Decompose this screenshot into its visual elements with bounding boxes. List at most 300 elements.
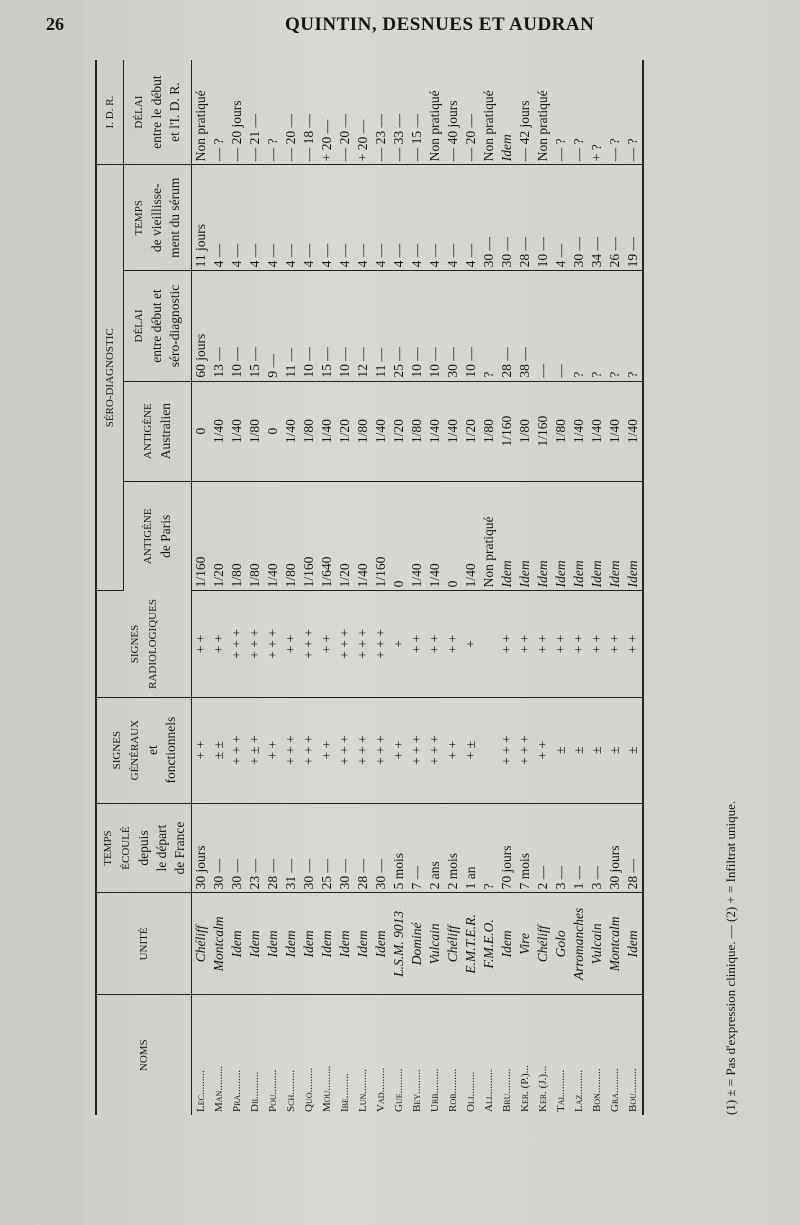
table-row xyxy=(498,60,516,1115)
antigene-australien-cell: 1/80 xyxy=(300,381,318,481)
running-head: QUINTIN, DESNUES ET AUDRAN xyxy=(285,14,595,35)
header-sr-l2: RADIOLOGIQUES xyxy=(147,599,159,689)
unite-cell: Vulcain xyxy=(588,893,606,995)
header-unite: UNITÉ xyxy=(96,893,192,995)
signes-radiologiques-cell: + + xyxy=(534,591,552,697)
vieillissement-cell: 34 — xyxy=(588,165,606,271)
signes-generaux-cell: + + + xyxy=(336,697,354,803)
delai-cell: — xyxy=(534,271,552,381)
header-sg-l2: GÉNÉRAUX xyxy=(129,719,141,781)
idr-cell: — 20 — xyxy=(336,60,354,165)
table-row xyxy=(354,60,372,1115)
antigene-paris-cell: Idem xyxy=(498,481,516,591)
delai-cell: 15 — xyxy=(246,271,264,381)
unite-cell: Chéliff xyxy=(444,893,462,995)
idr-cell: Non pratiqué xyxy=(534,60,552,165)
header-idr-l1: DÉLAI xyxy=(133,95,146,129)
delai-cell: — xyxy=(552,271,570,381)
signes-generaux-cell: + + + xyxy=(498,697,516,803)
unite-cell: Idem xyxy=(318,893,336,995)
antigene-paris-cell: 1/40 xyxy=(264,481,282,591)
noms-cell: Sch......... xyxy=(285,1070,297,1112)
antigene-paris-cell: Idem xyxy=(516,481,534,591)
header-temps-l1: TEMPS xyxy=(102,830,114,866)
header-ds-l3: séro-diagnostic xyxy=(167,284,183,368)
signes-generaux-cell: + + xyxy=(534,697,552,803)
antigene-australien-cell: 1/80 xyxy=(552,381,570,481)
header-idr-delai xyxy=(123,60,191,165)
vieillissement-cell: 4 — xyxy=(318,165,336,271)
table-row xyxy=(246,60,264,1115)
delai-cell: 11 — xyxy=(372,271,390,381)
header-agp-l1: ANTIGÈNE xyxy=(142,508,155,565)
temps-cell: 30 — xyxy=(300,803,318,893)
unite-cell: Idem xyxy=(228,893,246,995)
antigene-australien-cell: 1/160 xyxy=(534,381,552,481)
temps-cell: ? xyxy=(480,803,498,893)
temps-cell: 70 jours xyxy=(498,803,516,893)
signes-generaux-cell: ± xyxy=(588,697,606,803)
delai-cell: 60 jours xyxy=(192,271,211,381)
vieillissement-cell: 4 — xyxy=(210,165,228,271)
antigene-australien-cell: 1/20 xyxy=(336,381,354,481)
signes-generaux-cell: + + + xyxy=(426,697,444,803)
antigene-australien-cell: 1/40 xyxy=(210,381,228,481)
table-row xyxy=(480,60,498,1115)
unite-cell: Idem xyxy=(264,893,282,995)
noms-cell: Tal......... xyxy=(555,1069,567,1112)
unite-cell: L.S.M. 9013 xyxy=(390,893,408,995)
signes-generaux-cell: + + + xyxy=(516,697,534,803)
noms-cell: Bru......... xyxy=(501,1068,513,1112)
idr-cell: — ? xyxy=(624,60,643,165)
table-row xyxy=(228,60,246,1115)
vieillissement-cell: 4 — xyxy=(462,165,480,271)
unite-cell: Vire xyxy=(516,893,534,995)
antigene-paris-cell: 1/640 xyxy=(318,481,336,591)
temps-cell: 1 — xyxy=(570,803,588,893)
table-body xyxy=(192,60,644,1115)
signes-radiologiques-cell: + + + xyxy=(228,591,246,697)
antigene-paris-cell: 1/40 xyxy=(462,481,480,591)
antigene-australien-cell: 1/20 xyxy=(462,381,480,481)
antigene-australien-cell: 1/40 xyxy=(372,381,390,481)
antigene-australien-cell: 1/80 xyxy=(480,381,498,481)
table-row xyxy=(264,60,282,1115)
signes-generaux-cell: + + xyxy=(264,697,282,803)
idr-cell: — 33 — xyxy=(390,60,408,165)
noms-cell: Mou......... xyxy=(321,1065,333,1112)
header-temps-l3: depuis xyxy=(136,830,151,866)
idr-cell: + ? xyxy=(588,60,606,165)
antigene-australien-cell: 1/40 xyxy=(228,381,246,481)
antigene-australien-cell: 1/40 xyxy=(588,381,606,481)
footnote: (1) ± = Pas d'expression clinique. — (2) + = Infiltrat unique. xyxy=(723,800,738,1115)
header-agp-l2: de Paris xyxy=(158,514,174,558)
header-v-l3: ment du sérum xyxy=(167,177,183,258)
signes-radiologiques-cell: + xyxy=(390,591,408,697)
antigene-australien-cell: 1/40 xyxy=(282,381,300,481)
temps-cell: 23 — xyxy=(246,803,264,893)
antigene-australien-cell: 0 xyxy=(264,381,282,481)
antigene-australien-cell: 1/80 xyxy=(516,381,534,481)
vieillissement-cell: 19 — xyxy=(624,165,643,271)
antigene-paris-cell: 1/160 xyxy=(372,481,390,591)
noms-cell: Lun......... xyxy=(357,1068,369,1112)
temps-cell: 30 — xyxy=(228,803,246,893)
header-signes-generaux xyxy=(96,697,192,803)
header-v-l2: de vieillisse- xyxy=(149,183,165,253)
signes-radiologiques-cell: + + xyxy=(318,591,336,697)
vieillissement-cell: 4 — xyxy=(354,165,372,271)
unite-cell: Chéliff xyxy=(534,893,552,995)
signes-radiologiques-cell: + xyxy=(462,591,480,697)
header-vieillissement xyxy=(123,165,191,271)
vieillissement-cell: 4 — xyxy=(282,165,300,271)
signes-generaux-cell: ± xyxy=(606,697,624,803)
unite-cell: Vulcain xyxy=(426,893,444,995)
delai-cell: 30 — xyxy=(444,271,462,381)
signes-radiologiques-cell: + + xyxy=(282,591,300,697)
idr-cell: Idem xyxy=(498,60,516,165)
idr-cell: — 20 — xyxy=(462,60,480,165)
idr-cell: — 15 — xyxy=(408,60,426,165)
table-row xyxy=(624,60,643,1115)
noms-cell: Ker. (P.)... xyxy=(519,1065,531,1112)
table-row xyxy=(588,60,606,1115)
table-row xyxy=(336,60,354,1115)
antigene-paris-cell: 1/40 xyxy=(354,481,372,591)
page-number: 26 xyxy=(46,14,64,34)
temps-cell: 1 an xyxy=(462,803,480,893)
vieillissement-cell: 11 jours xyxy=(192,165,211,271)
header-v-l1: TEMPS xyxy=(133,200,146,236)
unite-cell: Idem xyxy=(246,893,264,995)
idr-cell: — 42 jours xyxy=(516,60,534,165)
delai-cell: 28 — xyxy=(498,271,516,381)
signes-generaux-cell: ± xyxy=(570,697,588,803)
temps-cell: 31 — xyxy=(282,803,300,893)
unite-cell: F.M.E.O. xyxy=(480,893,498,995)
temps-cell: 28 — xyxy=(624,803,643,893)
idr-cell: Non pratiqué xyxy=(480,60,498,165)
signes-radiologiques-cell: + + + xyxy=(246,591,264,697)
idr-cell: — ? xyxy=(570,60,588,165)
antigene-paris-cell: 1/40 xyxy=(408,481,426,591)
delai-cell: 13 — xyxy=(210,271,228,381)
header-aga-l2: Australien xyxy=(158,403,174,460)
delai-cell: 12 — xyxy=(354,271,372,381)
temps-cell: 25 — xyxy=(318,803,336,893)
delai-cell: 15 — xyxy=(318,271,336,381)
temps-cell: 30 — xyxy=(210,803,228,893)
signes-generaux-cell: ± xyxy=(552,697,570,803)
noms-cell: Gra......... xyxy=(609,1068,621,1112)
delai-cell: ? xyxy=(606,271,624,381)
noms-cell: Bey......... xyxy=(411,1069,423,1112)
antigene-paris-cell: Idem xyxy=(606,481,624,591)
header-antigene-paris xyxy=(123,481,191,591)
vieillissement-cell: 4 — xyxy=(264,165,282,271)
temps-cell: 7 — xyxy=(408,803,426,893)
table-row xyxy=(318,60,336,1115)
noms-cell: Urb......... xyxy=(429,1068,441,1112)
header-ds-l2: entre début et xyxy=(149,289,165,363)
delai-cell: 10 — xyxy=(336,271,354,381)
unite-cell: Idem xyxy=(498,893,516,995)
temps-cell: 7 mois xyxy=(516,803,534,893)
temps-cell: 3 — xyxy=(588,803,606,893)
header-sr-l1: SIGNES xyxy=(129,624,141,664)
unite-cell: Arromanches xyxy=(570,893,588,995)
header-temps xyxy=(96,803,192,893)
antigene-australien-cell: 1/40 xyxy=(444,381,462,481)
antigene-paris-cell: 1/160 xyxy=(192,481,211,591)
signes-generaux-cell: + ± + xyxy=(246,697,264,803)
idr-cell: — 40 jours xyxy=(444,60,462,165)
delai-cell: 9 — xyxy=(264,271,282,381)
unite-cell: Idem xyxy=(624,893,643,995)
vieillissement-cell: 30 — xyxy=(480,165,498,271)
unite-cell: Idem xyxy=(372,893,390,995)
idr-cell: — ? xyxy=(210,60,228,165)
table-row xyxy=(372,60,390,1115)
unite-cell: Idem xyxy=(282,893,300,995)
noms-cell: Quo......... xyxy=(303,1067,315,1112)
header-temps-l2: ÉCOULÉ xyxy=(120,826,132,870)
unite-cell: Dominé xyxy=(408,893,426,995)
antigene-australien-cell: 0 xyxy=(192,381,211,481)
signes-generaux-cell: ± xyxy=(624,697,643,803)
antigene-australien-cell: 1/80 xyxy=(408,381,426,481)
antigene-paris-cell: Idem xyxy=(624,481,643,591)
signes-radiologiques-cell: + + + xyxy=(300,591,318,697)
signes-radiologiques-cell: + + xyxy=(570,591,588,697)
delai-cell: 10 — xyxy=(462,271,480,381)
table-row xyxy=(426,60,444,1115)
noms-cell: Pra......... xyxy=(231,1070,243,1112)
results-table xyxy=(95,60,644,1115)
header-sg-l3: et xyxy=(145,745,160,755)
table-row xyxy=(516,60,534,1115)
noms-cell: Laz......... xyxy=(573,1069,585,1112)
signes-generaux-cell: + + + xyxy=(300,697,318,803)
table-row xyxy=(210,60,228,1115)
noms-cell: Pou......... xyxy=(267,1069,279,1112)
unite-cell: Montcalm xyxy=(210,893,228,995)
antigene-paris-cell: Idem xyxy=(588,481,606,591)
table-row xyxy=(462,60,480,1115)
signes-generaux-cell: + + xyxy=(318,697,336,803)
idr-cell: + 20 — xyxy=(318,60,336,165)
antigene-paris-cell: 1/20 xyxy=(210,481,228,591)
signes-radiologiques-cell xyxy=(480,591,498,697)
signes-radiologiques-cell: + + xyxy=(408,591,426,697)
temps-cell: 28 — xyxy=(264,803,282,893)
unite-cell: Idem xyxy=(354,893,372,995)
delai-cell: ? xyxy=(570,271,588,381)
signes-radiologiques-cell: + + + xyxy=(372,591,390,697)
antigene-paris-cell: 0 xyxy=(444,481,462,591)
header-idr-l2: entre le début xyxy=(149,75,165,149)
vieillissement-cell: 4 — xyxy=(390,165,408,271)
vieillissement-cell: 4 — xyxy=(444,165,462,271)
signes-generaux-cell: + + + xyxy=(372,697,390,803)
table-row xyxy=(282,60,300,1115)
noms-cell: Vad......... xyxy=(375,1067,387,1112)
unite-cell: Idem xyxy=(336,893,354,995)
signes-radiologiques-cell: + + + xyxy=(264,591,282,697)
temps-cell: 2 ans xyxy=(426,803,444,893)
idr-cell: Non pratiqué xyxy=(192,60,211,165)
header-sg-l1: SIGNES xyxy=(111,730,123,770)
delai-cell: ? xyxy=(624,271,643,381)
antigene-paris-cell: 1/80 xyxy=(228,481,246,591)
header-noms: NOMS xyxy=(96,995,192,1115)
signes-radiologiques-cell: + + xyxy=(588,591,606,697)
idr-cell: — 18 — xyxy=(300,60,318,165)
header-idr-l3: et l'I. D. R. xyxy=(167,82,183,142)
signes-generaux-cell: + + xyxy=(390,697,408,803)
antigene-paris-cell: Idem xyxy=(552,481,570,591)
signes-generaux-cell: + + + xyxy=(228,697,246,803)
vieillissement-cell: 28 — xyxy=(516,165,534,271)
signes-generaux-cell: + ± xyxy=(462,697,480,803)
temps-cell: 3 — xyxy=(552,803,570,893)
signes-radiologiques-cell: + + xyxy=(426,591,444,697)
vieillissement-cell: 4 — xyxy=(372,165,390,271)
table-row xyxy=(300,60,318,1115)
noms-cell: Rob......... xyxy=(447,1068,459,1112)
antigene-paris-cell: 0 xyxy=(390,481,408,591)
vieillissement-cell: 4 — xyxy=(426,165,444,271)
idr-cell: + 20 — xyxy=(354,60,372,165)
table-row xyxy=(192,60,211,1115)
vieillissement-cell: 4 — xyxy=(408,165,426,271)
noms-cell: Lec......... xyxy=(195,1070,207,1112)
vieillissement-cell: 4 — xyxy=(246,165,264,271)
delai-cell: 10 — xyxy=(300,271,318,381)
delai-cell: 25 — xyxy=(390,271,408,381)
noms-cell: Ibe......... xyxy=(339,1073,351,1112)
antigene-paris-cell: Idem xyxy=(534,481,552,591)
signes-radiologiques-cell: + + xyxy=(516,591,534,697)
table-row xyxy=(444,60,462,1115)
delai-cell: ? xyxy=(480,271,498,381)
noms-cell: Ker. (J.)... xyxy=(537,1065,549,1112)
header-temps-l5: de France xyxy=(172,821,187,875)
antigene-australien-cell: 1/80 xyxy=(354,381,372,481)
idr-cell: — 21 — xyxy=(246,60,264,165)
noms-cell: Bou......... xyxy=(624,995,643,1115)
signes-generaux-cell: + + xyxy=(192,697,211,803)
temps-cell: 2 mois xyxy=(444,803,462,893)
antigene-australien-cell: 1/40 xyxy=(318,381,336,481)
header-sero-diagnostic: SÉRO-DIAGNOSTIC xyxy=(96,165,123,591)
unite-cell: Chéliff xyxy=(192,893,211,995)
unite-cell: Montcalm xyxy=(606,893,624,995)
noms-cell: All......... xyxy=(483,1069,495,1112)
delai-cell: 38 — xyxy=(516,271,534,381)
delai-cell: 10 — xyxy=(228,271,246,381)
signes-radiologiques-cell: + + xyxy=(498,591,516,697)
header-temps-l4: le départ xyxy=(154,824,169,872)
signes-generaux-cell: + + + xyxy=(354,697,372,803)
antigene-australien-cell: 1/40 xyxy=(426,381,444,481)
signes-radiologiques-cell: + + xyxy=(192,591,211,697)
idr-cell: — 20 — xyxy=(282,60,300,165)
table-row xyxy=(570,60,588,1115)
signes-radiologiques-cell: + + xyxy=(444,591,462,697)
signes-generaux-cell: + + + xyxy=(408,697,426,803)
table-row xyxy=(534,60,552,1115)
antigene-australien-cell: 1/20 xyxy=(390,381,408,481)
antigene-australien-cell: 1/40 xyxy=(624,381,643,481)
idr-cell: — ? xyxy=(552,60,570,165)
vieillissement-cell: 4 — xyxy=(336,165,354,271)
idr-cell: — 20 jours xyxy=(228,60,246,165)
vieillissement-cell: 4 — xyxy=(300,165,318,271)
unite-cell: Golo xyxy=(552,893,570,995)
antigene-paris-cell: 1/80 xyxy=(246,481,264,591)
header-signes-radiologiques xyxy=(96,591,192,697)
header-delai-sero xyxy=(123,271,191,381)
header-sg-l4: fonctionnels xyxy=(163,716,178,784)
signes-generaux-cell xyxy=(480,697,498,803)
signes-radiologiques-cell: + + xyxy=(552,591,570,697)
vieillissement-cell: 30 — xyxy=(498,165,516,271)
antigene-paris-cell: Idem xyxy=(570,481,588,591)
vieillissement-cell: 30 — xyxy=(570,165,588,271)
header-aga-l1: ANTIGÈNE xyxy=(142,403,155,459)
signes-radiologiques-cell: + + xyxy=(606,591,624,697)
unite-cell: E.M.T.E.R. xyxy=(462,893,480,995)
delai-cell: 11 — xyxy=(282,271,300,381)
signes-generaux-cell: + + xyxy=(444,697,462,803)
vieillissement-cell: 4 — xyxy=(228,165,246,271)
signes-radiologiques-cell: + + xyxy=(210,591,228,697)
temps-cell: 30 jours xyxy=(192,803,211,893)
idr-cell: — ? xyxy=(606,60,624,165)
table-row xyxy=(606,60,624,1115)
header-antigene-australien xyxy=(123,381,191,481)
table-row xyxy=(390,60,408,1115)
rotated-table-frame xyxy=(95,60,738,1115)
table-row xyxy=(408,60,426,1115)
antigene-paris-cell: 1/20 xyxy=(336,481,354,591)
unite-cell: Idem xyxy=(300,893,318,995)
idr-cell: — ? xyxy=(264,60,282,165)
header-ds-l1: DÉLAI xyxy=(133,309,146,343)
signes-radiologiques-cell: + + + xyxy=(336,591,354,697)
antigene-paris-cell: 1/40 xyxy=(426,481,444,591)
signes-radiologiques-cell: + + xyxy=(624,591,643,697)
antigene-australien-cell: 1/80 xyxy=(246,381,264,481)
signes-radiologiques-cell: + + + xyxy=(354,591,372,697)
header-idr: I. D. R. xyxy=(96,60,123,165)
idr-cell: Non pratiqué xyxy=(426,60,444,165)
signes-generaux-cell: + + + xyxy=(282,697,300,803)
vieillissement-cell: 26 — xyxy=(606,165,624,271)
delai-cell: ? xyxy=(588,271,606,381)
temps-cell: 5 mois xyxy=(390,803,408,893)
temps-cell: 30 — xyxy=(372,803,390,893)
delai-cell: 10 — xyxy=(408,271,426,381)
antigene-paris-cell: 1/160 xyxy=(300,481,318,591)
antigene-australien-cell: 1/40 xyxy=(606,381,624,481)
noms-cell: Gue......... xyxy=(393,1068,405,1112)
delai-cell: 10 — xyxy=(426,271,444,381)
